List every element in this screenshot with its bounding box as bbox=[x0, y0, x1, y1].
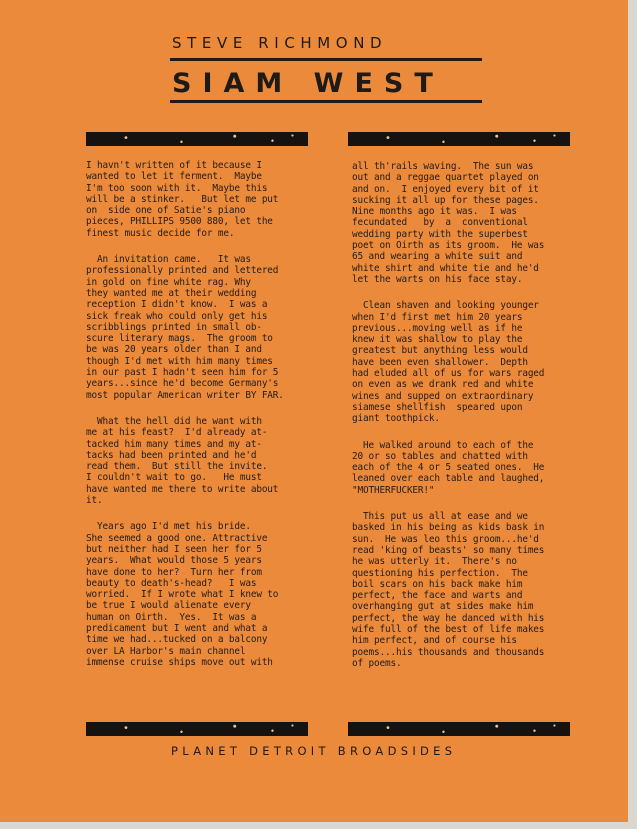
poem-title: SIAM WEST bbox=[172, 68, 444, 99]
header-rule-bottom bbox=[170, 100, 482, 103]
decorative-bar-top-left bbox=[86, 132, 308, 146]
scan-background-bottom bbox=[0, 822, 637, 829]
paragraph: Years ago I'd met his bride. She seemed a good one. Attractive but neither had I seen her for 5 years. What would those 5 years have done to her? Turn her from beauty to death's-head? I was worried. If I wrote what I knew to be true I would alienate every human on Oirth. Yes. It was a predicament but I went and what a time we had...tucked on a balcony over LA Harbor's main channel immense cruise ships move out with bbox=[86, 521, 279, 668]
paragraph: This put us all at ease and we basked in his being as kids bask in sun. He was leo this groom...he'd read 'king of beasts' so many times he was utterly it. There's no questioning his perfection. The boil scars on his back make him perfect, the face and warts and overhanging gut at sides make him perfect, the way he danced with his wife full of the best of life makes him perfect, and of course his poems...his thousands and thousands of poems. bbox=[352, 511, 545, 669]
scan-background-right bbox=[628, 0, 637, 829]
paragraph: all th'rails waving. The sun was out and a reggae quartet played on and on. I enjoyed every bit of it sucking it all up for these pages. Nine months ago it was. I was fecundated by a conventional wedding party with the superbest poet on Oirth as its groom. He was 65 and wearing a white suit and white shirt and white tie and he'd let the warts on his face stay. bbox=[352, 161, 545, 285]
publisher-footer: PLANET DETROIT BROADSIDES bbox=[171, 744, 457, 758]
header-rule-top bbox=[170, 58, 482, 61]
text-column-left bbox=[86, 160, 314, 683]
decorative-bar-bottom-right bbox=[348, 722, 570, 736]
paragraph: Clean shaven and looking younger when I'd first met him 20 years previous...moving well as if he knew it was shallow to play the greatest but anything less would have been even shallower. Depth had eluded all of us for wars raged on even as we drank red and white wines and supped on extraordinary siamese shellfish speared upon giant toothpick. bbox=[352, 300, 545, 425]
author-name: STEVE RICHMOND bbox=[172, 34, 388, 52]
paragraph: An invitation came. It was professionally printed and lettered in gold on fine white rag. Why they wanted me at their wedding reception I didn't know. I was a sick freak who could only get his scribblings printed in small ob- scure literary mags. The groom to be was 20 years older than I and though I'd met with him many times in our past I hadn't seen him for 5 years...since he'd become Germany's most popular American writer BY FAR. bbox=[86, 254, 284, 401]
paragraph: He walked around to each of the 20 or so tables and chatted with each of the 4 or 5 seated ones. He leaned over each table and laughed, "MOTHERFUCKER!" bbox=[352, 439, 545, 496]
paragraph: I havn't written of it because I wanted to let it ferment. Maybe I'm too soon with it. Maybe this will be a stinker. But let me put on side one of Satie's piano pieces, PHILLIPS 9500 880, let the finest music decide for me. bbox=[86, 160, 279, 239]
paragraph: What the hell did he want with me at his feast? I'd already at- tacked him many times and my at- tacks had been printed and he'd read them. But still the invite. I couldn't wait to go. He must have wanted me there to write about it. bbox=[86, 415, 279, 507]
decorative-bar-top-right bbox=[348, 132, 570, 146]
text-column-right bbox=[352, 161, 580, 684]
decorative-bar-bottom-left bbox=[86, 722, 308, 736]
